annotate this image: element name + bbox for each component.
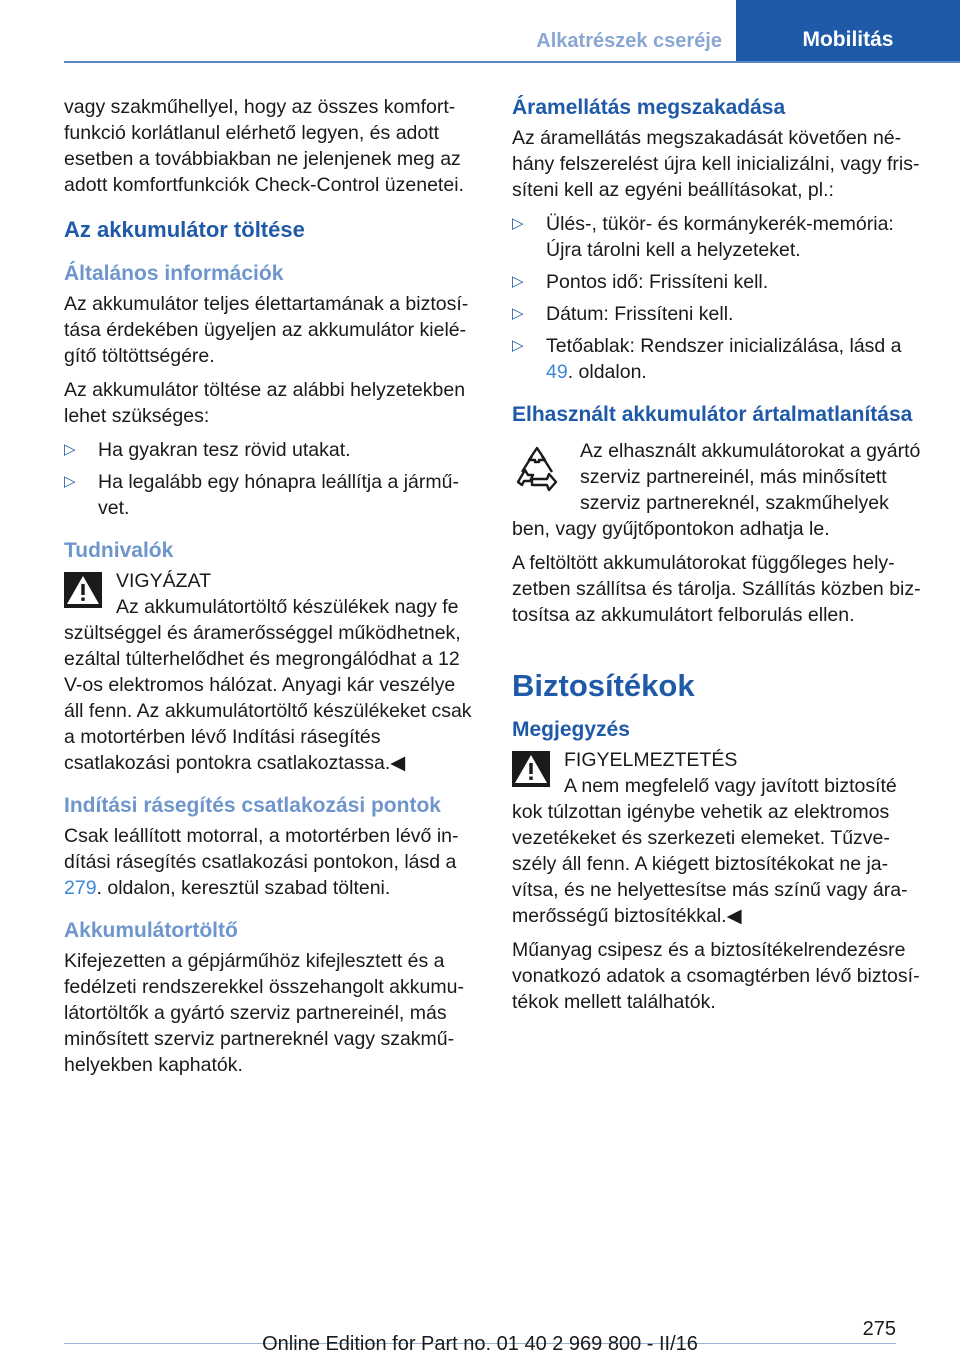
power-paragraph: Az áramellátás megszakadását követően néhány felszerelést újra kell inicializálni, vagy frissíteni kell az egyéni beállításokat, pl.:: [512, 127, 920, 201]
warning-block: [512, 747, 924, 929]
bullet-triangle-icon: ▷: [64, 473, 76, 490]
intro-paragraph: vagy szakműhellyel, hogy az összes komfortfunkció korlátlanul elérhető legyen, és adott esetben a továbbiakban ne jelenjenek meg az adott komfortfunkciók Check-Control üzenetei.: [64, 96, 464, 196]
list-item: [64, 469, 476, 521]
heading-notes: Tudnivalók: [64, 539, 174, 562]
list-item: [64, 437, 476, 463]
header-rule: [64, 61, 960, 63]
heading-battery-disposal: Elhasznált akkumulátor ártalmatlanítása: [512, 403, 913, 426]
heading-fuses: Biztosítékok: [512, 668, 695, 703]
roof-text: Tetőablak: Rendszer inicializálása, lásd a: [546, 335, 902, 357]
caution-text: szültséggel és áramerősséggel működhetnek, ezáltal túlterhelődhet és megrongálódhat a 12 V-os elektromos hálózat. Anyagi kár veszélye áll fenn. Az akkumulátortöltő készülékeket csak a motortérben lévő Indítási rásegítés csatlakozási pontokra csatlakoztassa.◀: [64, 622, 472, 774]
list-item-text: Ülés-, tükör- és kormánykerék-memória: Újra tárolni kell a helyzeteket.: [546, 213, 894, 261]
heading-power-interruption: Áramellátás megszakadása: [512, 96, 786, 119]
list-item-text: Ha gyakran tesz rövid utakat.: [98, 439, 351, 461]
warning-title: FIGYELMEZTETÉS: [564, 749, 738, 771]
disposal-text-first: Az elhasznált akkumulátorokat a gyártó szerviz partnereinél, más minősített szerviz partnereknél, szakműhelyek: [580, 440, 921, 514]
general-paragraph-2: Az akkumulátor töltése az alábbi helyzetekben lehet szükséges:: [64, 379, 466, 427]
caution-title: VIGYÁZAT: [116, 570, 211, 592]
disposal-block: [512, 438, 924, 542]
bullet-triangle-icon: ▷: [64, 441, 76, 458]
edition-footer: Online Edition for Part no. 01 40 2 969 800 - II/16: [262, 1333, 698, 1355]
bullet-triangle-icon: ▷: [512, 215, 524, 232]
disposal-text: ben, vagy gyűjtőpontokon adhatja le.: [512, 518, 830, 540]
page-link-49[interactable]: 49: [546, 361, 568, 383]
bullet-triangle-icon: ▷: [512, 305, 524, 322]
heading-battery-charging: Az akkumulátor töltése: [64, 217, 305, 242]
heading-note: Megjegyzés: [512, 718, 630, 741]
chapter-tab-label: Mobilitás: [802, 27, 894, 51]
heading-general-info: Általános információk: [64, 262, 284, 285]
caution-text-first-line: Az akkumulátortöltő készülékek nagy fe: [116, 596, 459, 618]
list-item-text: [546, 335, 902, 383]
bullet-triangle-icon: ▷: [512, 337, 524, 354]
list-item-text: Dátum: Frissíteni kell.: [546, 303, 734, 325]
list-item-text: Ha legalább egy hónapra leállítja a járművet.: [98, 471, 459, 519]
warning-triangle-icon: [512, 751, 550, 787]
warning-text-first-line: A nem megfelelő vagy javított biztosíté: [564, 775, 897, 797]
page-number: 275: [862, 1318, 896, 1340]
heading-jump-start-points: Indítási rásegítés csatlakozási pontok: [64, 794, 441, 817]
jump-start-paragraph: [64, 823, 476, 901]
warning-triangle-icon: [64, 572, 102, 608]
list-item: [512, 333, 924, 385]
list-item-text: Pontos idő: Frissíteni kell.: [546, 271, 769, 293]
right-column: [512, 94, 924, 1023]
running-header-section: Alkatrészek cseréje: [536, 30, 722, 52]
left-column: [64, 94, 476, 1086]
caution-block: [64, 568, 476, 776]
reset-list: [512, 211, 924, 385]
heading-battery-charger: Akkumulátortöltő: [64, 919, 238, 942]
bullet-triangle-icon: ▷: [512, 273, 524, 290]
fuse-clip-paragraph: Műanyag csipesz és a biztosítékelrendezésre vonatkozó adatok a csomagtérben lévő biztosítékok mellett találhatók.: [512, 939, 920, 1013]
warning-text: kok túlzottan igénybe vehetik az elektromos vezetékeket és szerkezeti elemeket. Tűzveszély áll fenn. A kiégett biztosítékokat ne javítsa, és ne helyettesítse más színű vagy áramerősségű biztosítékkal.◀: [512, 801, 908, 927]
jump-start-text-end: . oldalon, keresztül szabad tölteni.: [96, 877, 391, 899]
roof-text-end: . oldalon.: [567, 361, 647, 383]
list-item: [512, 269, 924, 295]
charging-situations-list: [64, 437, 476, 521]
transport-paragraph: A feltöltött akkumulátorokat függőleges helyzetben szállítsa és tárolja. Szállítás közben biztosítsa az akkumulátort felborulás ellen.: [512, 552, 921, 626]
list-item: [512, 301, 924, 327]
chapter-tab: [736, 0, 960, 61]
general-paragraph-1: Az akkumulátor teljes élettartamának a biztosítása érdekében ügyeljen az akkumulátor kielégítő töltöttségére.: [64, 293, 469, 367]
charger-paragraph: Kifejezetten a gépjárműhöz kifejlesztett és a fedélzeti rendszerekkel összehangolt akkumulátortöltők a gyártó szerviz partnereinél, más minősített szerviz partnereknél vagy szakműhelyekben kaphatók.: [64, 950, 464, 1076]
list-item: [512, 211, 924, 263]
recycle-icon: [512, 444, 562, 494]
page-link-279[interactable]: 279: [64, 877, 97, 899]
jump-start-text: Csak leállított motorral, a motortérben lévő indítási rásegítés csatlakozási pontokon, lásd a: [64, 825, 459, 873]
